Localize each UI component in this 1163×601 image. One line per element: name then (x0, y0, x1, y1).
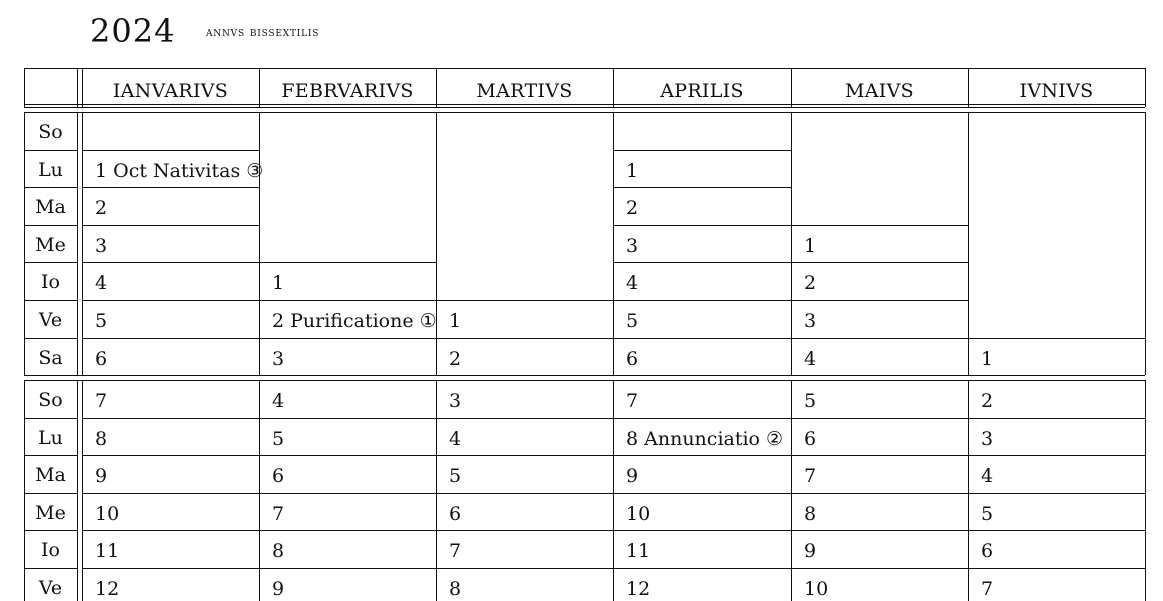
grid-line (613, 112, 614, 375)
day-cell: 9 (804, 540, 817, 562)
day-cell: 3 (272, 348, 285, 370)
day-cell: 7 (95, 390, 108, 412)
grid-line (791, 112, 792, 375)
grid-line (24, 262, 77, 263)
grid-line (24, 375, 1145, 376)
day-cell: 8 (95, 428, 108, 450)
day-cell: 11 (626, 540, 651, 562)
day-cell: 6 (804, 428, 817, 450)
grid-line (1145, 380, 1146, 601)
day-cell: 12 (626, 578, 651, 600)
day-cell: 5 (272, 428, 285, 450)
day-cell: 4 (626, 272, 639, 294)
weekday-label: So (38, 121, 63, 143)
grid-line (24, 338, 77, 339)
grid-line (82, 455, 259, 456)
day-cell: 1 (981, 348, 994, 370)
grid-line (24, 493, 77, 494)
day-cell: 4 (449, 428, 462, 450)
day-cell: 7 (449, 540, 462, 562)
grid-line (24, 225, 77, 226)
grid-line (82, 112, 83, 375)
grid-line (82, 187, 259, 188)
grid-line (82, 418, 259, 419)
grid-line (24, 530, 77, 531)
day-cell: 2 (804, 272, 817, 294)
grid-line (613, 493, 791, 494)
grid-line (791, 300, 968, 301)
day-cell: 10 (95, 503, 120, 525)
grid-line (613, 338, 791, 339)
day-cell: 3 (449, 390, 462, 412)
grid-line (791, 338, 968, 339)
grid-line (82, 493, 259, 494)
grid-line (24, 112, 1145, 113)
weekday-label: Ve (38, 577, 63, 599)
day-cell: 8 (272, 540, 285, 562)
day-cell: 8 Annunciatio ② (626, 428, 784, 450)
day-cell: 3 (95, 235, 108, 257)
day-cell: 2 (981, 390, 994, 412)
grid-line (613, 300, 791, 301)
day-cell: 12 (95, 578, 120, 600)
weekday-label: Lu (38, 427, 63, 449)
grid-line (24, 418, 77, 419)
weekday-label: So (38, 389, 63, 411)
grid-line (791, 568, 968, 569)
year-title: 2024 (90, 12, 176, 50)
grid-line (968, 493, 1145, 494)
weekday-label: Ve (38, 309, 63, 331)
weekday-label: Io (41, 539, 60, 561)
grid-line (436, 418, 613, 419)
day-cell: 6 (981, 540, 994, 562)
day-cell: 5 (804, 390, 817, 412)
leap-year-subtitle: annvs bissextilis (206, 25, 320, 40)
day-cell: 5 (449, 465, 462, 487)
grid-line (24, 104, 1145, 105)
day-cell: 4 (95, 272, 108, 294)
day-cell: 4 (272, 390, 285, 412)
day-cell: 6 (449, 503, 462, 525)
grid-line (82, 568, 259, 569)
day-cell: 5 (95, 310, 108, 332)
day-cell: 6 (95, 348, 108, 370)
day-cell: 3 (626, 235, 639, 257)
grid-line (77, 380, 78, 601)
day-cell: 7 (272, 503, 285, 525)
grid-line (82, 262, 259, 263)
day-cell: 1 (626, 160, 639, 182)
grid-line (24, 68, 25, 107)
day-cell: 9 (626, 465, 639, 487)
grid-line (613, 150, 791, 151)
day-cell: 5 (626, 310, 639, 332)
grid-line (259, 493, 436, 494)
weekday-label: Io (41, 271, 60, 293)
day-cell: 11 (95, 540, 120, 562)
grid-line (613, 418, 791, 419)
day-cell: 7 (981, 578, 994, 600)
grid-line (259, 530, 436, 531)
day-cell: 4 (804, 348, 817, 370)
grid-line (968, 112, 969, 375)
day-cell: 10 (804, 578, 829, 600)
grid-line (968, 530, 1145, 531)
month-header-ivnivs: IVNIVS (1019, 80, 1094, 102)
grid-line (82, 150, 259, 151)
grid-line (791, 262, 968, 263)
grid-line (436, 568, 613, 569)
grid-line (24, 187, 77, 188)
grid-line (24, 300, 77, 301)
day-cell: 1 (449, 310, 462, 332)
grid-line (436, 493, 613, 494)
weekday-label: Ma (35, 196, 66, 218)
grid-line (24, 455, 77, 456)
day-cell: 8 (804, 503, 817, 525)
grid-line (613, 530, 791, 531)
grid-line (24, 380, 1145, 381)
grid-line (613, 262, 791, 263)
grid-line (968, 338, 1145, 339)
month-header-aprilis: APRILIS (660, 80, 744, 102)
grid-line (436, 300, 613, 301)
day-cell: 2 Purificatione ① (272, 310, 437, 332)
day-cell: 5 (981, 503, 994, 525)
grid-line (968, 418, 1145, 419)
day-cell: 9 (95, 465, 108, 487)
grid-line (791, 418, 968, 419)
weekday-label: Me (35, 502, 66, 524)
grid-line (24, 68, 1145, 69)
day-cell: 1 (272, 272, 285, 294)
day-cell: 7 (804, 465, 817, 487)
day-cell: 2 (95, 197, 108, 219)
grid-line (24, 107, 1145, 108)
day-cell: 9 (272, 578, 285, 600)
grid-line (259, 112, 260, 375)
grid-line (82, 338, 259, 339)
weekday-label: Lu (38, 159, 63, 181)
grid-line (968, 568, 1145, 569)
day-cell: 10 (626, 503, 651, 525)
month-header-martivs: MARTIVS (476, 80, 573, 102)
grid-line (791, 455, 968, 456)
weekday-label: Me (35, 234, 66, 256)
day-cell: 1 (804, 235, 817, 257)
month-header-maivs: MAIVS (845, 80, 914, 102)
weekday-label: Sa (38, 347, 63, 369)
month-header-ianvarivs: IANVARIVS (112, 80, 229, 102)
grid-line (436, 338, 613, 339)
grid-line (791, 493, 968, 494)
grid-line (1145, 112, 1146, 375)
day-cell: 4 (981, 465, 994, 487)
grid-line (259, 455, 436, 456)
grid-line (77, 68, 78, 107)
grid-line (791, 225, 968, 226)
day-cell: 6 (626, 348, 639, 370)
day-cell: 8 (449, 578, 462, 600)
day-cell: 7 (626, 390, 639, 412)
grid-line (1145, 68, 1146, 107)
grid-line (968, 455, 1145, 456)
grid-line (82, 225, 259, 226)
grid-line (613, 225, 791, 226)
grid-line (791, 530, 968, 531)
day-cell: 3 (804, 310, 817, 332)
day-cell: 2 (449, 348, 462, 370)
day-cell: 1 Oct Nativitas ③ (95, 160, 264, 182)
grid-line (259, 338, 436, 339)
grid-line (613, 568, 791, 569)
grid-line (24, 568, 77, 569)
grid-line (436, 112, 437, 375)
grid-line (613, 187, 791, 188)
day-cell: 2 (626, 197, 639, 219)
grid-line (436, 455, 613, 456)
day-cell: 6 (272, 465, 285, 487)
grid-line (613, 455, 791, 456)
grid-line (259, 262, 436, 263)
grid-line (24, 150, 77, 151)
weekday-label: Ma (35, 464, 66, 486)
grid-line (82, 530, 259, 531)
grid-line (259, 418, 436, 419)
grid-line (259, 300, 436, 301)
grid-line (82, 300, 259, 301)
month-header-febrvarivs: FEBRVARIVS (281, 80, 414, 102)
grid-line (259, 568, 436, 569)
grid-line (436, 530, 613, 531)
grid-line (77, 112, 78, 375)
day-cell: 3 (981, 428, 994, 450)
